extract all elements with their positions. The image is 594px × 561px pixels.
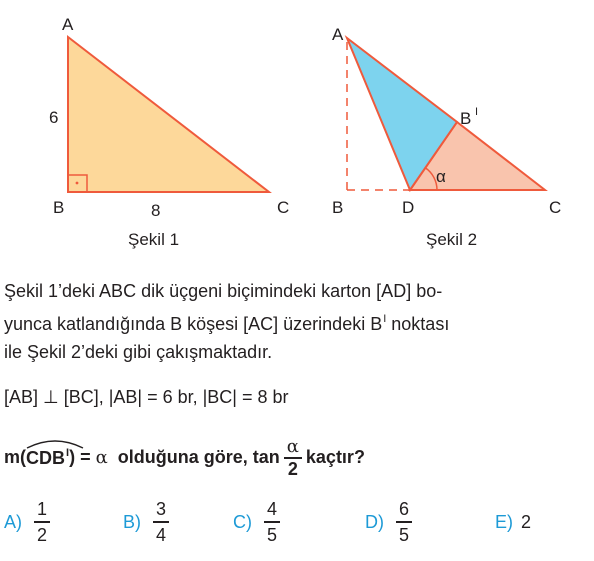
choice-a[interactable] <box>4 494 54 550</box>
question-suffix: kaçtır? <box>305 447 365 468</box>
figure-1-caption: Şekil 1 <box>128 230 180 249</box>
figures-canvas <box>0 0 594 260</box>
vertex-b-prime-label: B <box>460 109 472 128</box>
choice-a-fraction <box>34 497 50 547</box>
vertex-d-label: D <box>402 198 415 217</box>
figure-2-caption: Şekil 2 <box>426 230 478 249</box>
problem-line-1: Şekil 1’deki ABC dik üçgeni biçimindeki karton [AD] bo- <box>4 281 443 301</box>
question-mid-text: olduğuna göre, tan <box>117 447 280 468</box>
question <box>4 436 365 480</box>
angle-cdb-prime <box>26 447 69 469</box>
triangle-abc <box>68 37 269 192</box>
vertex-b-label-2: B <box>332 198 344 217</box>
given-conditions: [AB] ⊥ [BC], |AB| = 6 br, |BC| = 8 br <box>4 387 289 407</box>
problem-line-2-end: noktası <box>386 314 450 334</box>
choice-c-fraction <box>264 497 280 547</box>
answer-choices <box>0 494 594 550</box>
right-angle-dot <box>76 182 79 185</box>
choice-b-numerator: 3 <box>156 499 167 520</box>
choice-c-numerator: 4 <box>267 499 278 520</box>
problem-line-2-start: yunca katlandığında B köşesi [AC] üzerindeki B <box>4 314 383 334</box>
problem-line-3: ile Şekil 2’deki gibi çakışmaktadır. <box>4 342 273 362</box>
choice-a-numerator: 1 <box>37 499 48 520</box>
choice-a-letter: A) <box>4 511 22 532</box>
question-paren-open: ( <box>20 447 27 468</box>
choice-e[interactable] <box>495 494 531 550</box>
choice-c-denominator: 5 <box>267 524 278 545</box>
choice-c-letter: C) <box>233 511 252 532</box>
vertex-a-label: A <box>62 15 74 34</box>
vertex-c-label-2: C <box>549 198 562 217</box>
choice-e-letter: E) <box>495 511 513 532</box>
angle-prime-mark: I <box>66 446 70 459</box>
choice-c[interactable] <box>233 494 284 550</box>
angle-name: CDB <box>26 447 66 468</box>
half-alpha-fraction <box>284 436 302 480</box>
half-alpha-numerator: α <box>286 436 299 457</box>
choice-b[interactable] <box>123 494 173 550</box>
choice-b-fraction <box>153 497 169 547</box>
choice-d-numerator: 6 <box>399 499 410 520</box>
half-alpha-denominator: 2 <box>287 458 298 479</box>
angle-arc-symbol <box>25 436 85 450</box>
question-equals: = <box>75 447 96 468</box>
choice-d[interactable] <box>365 494 416 550</box>
vertex-a-label-2: A <box>332 25 344 44</box>
choice-d-fraction <box>396 497 412 547</box>
problem-statement <box>4 277 449 366</box>
choice-a-denominator: 2 <box>37 524 48 545</box>
choice-e-value: 2 <box>521 511 532 532</box>
vertex-c-label: C <box>277 198 290 217</box>
side-bc-length: 8 <box>151 201 161 220</box>
figure-1 <box>49 15 289 249</box>
problem-prime-mark: I <box>383 313 387 325</box>
side-ab-length: 6 <box>49 108 59 127</box>
choice-b-denominator: 4 <box>156 524 167 545</box>
choice-d-denominator: 5 <box>399 524 410 545</box>
vertex-b-prime-mark: I <box>475 106 479 118</box>
figure-2 <box>332 25 561 249</box>
angle-alpha-label: α <box>436 167 446 186</box>
problem-line-2 <box>4 305 449 338</box>
question-paren-close: ) <box>69 447 76 468</box>
question-alpha: α <box>95 447 108 469</box>
question-measure-m: m <box>4 447 21 468</box>
vertex-b-label: B <box>53 198 65 217</box>
choice-d-letter: D) <box>365 511 384 532</box>
choice-b-letter: B) <box>123 511 141 532</box>
